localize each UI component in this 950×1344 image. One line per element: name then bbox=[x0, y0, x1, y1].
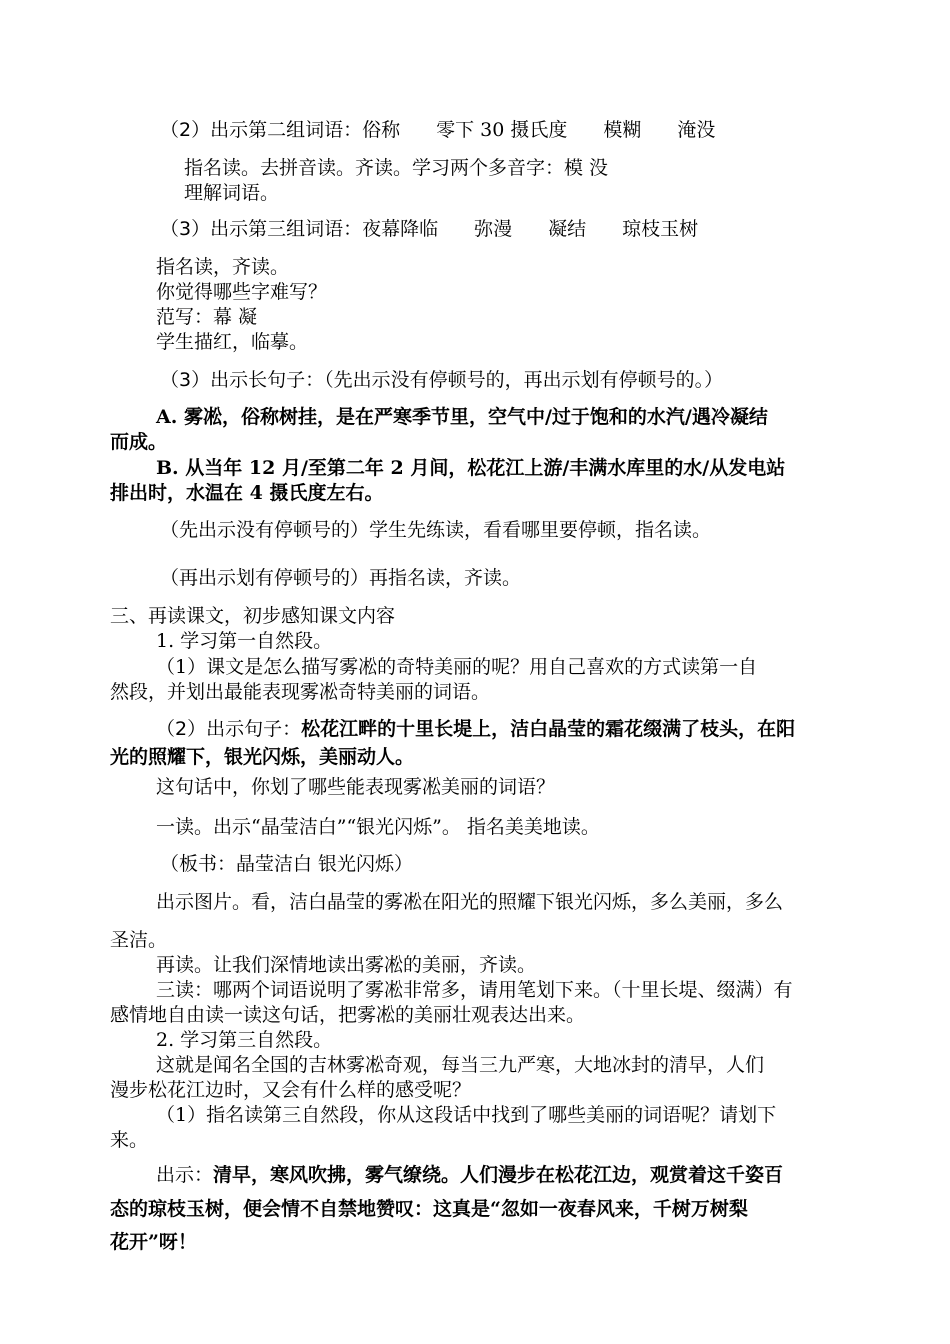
group3-heading bbox=[160, 217, 698, 241]
sentence-a: 而成。 bbox=[110, 431, 168, 453]
paragraph-step: 2. 学习第三自然段。 bbox=[156, 1029, 333, 1051]
first-read-step bbox=[160, 518, 711, 542]
picture-step-text: 圣洁。 bbox=[110, 929, 168, 951]
read-step-1-c: “晶莹洁白”“银光闪烁”。 指名美美地读。 bbox=[251, 816, 600, 838]
question: （1）指名读第三自然段，你从这段话中找到了哪些美丽的词语呢？请划下 bbox=[156, 1104, 777, 1126]
group3-word: 凝结 bbox=[548, 218, 587, 240]
long-sentence-note: （先出示没有停顿号的，再出示划有停顿号的。） bbox=[324, 369, 724, 391]
read-step-3: 感情地自由读一读这句话，把雾凇的美丽壮观表达出来。 bbox=[110, 1004, 586, 1026]
long-sentence-heading bbox=[160, 368, 723, 392]
group3-word: 夜幕降临 bbox=[362, 218, 439, 240]
group2-word: 模糊 bbox=[603, 119, 642, 141]
picture-step-text: 看，洁白晶莹的雾凇在阳光的照耀下银光闪烁，多么美丽，多么 bbox=[251, 891, 784, 913]
question: 来。 bbox=[110, 1129, 149, 1151]
section-heading: 三、再读课文，初步感知课文内容 bbox=[110, 605, 396, 627]
intro-text: 这就是闻名全国的吉林雾凇奇观，每当三九严寒，大地冰封的清早，人们 bbox=[156, 1054, 765, 1076]
group2-heading-label: （2）出示第二组词语： bbox=[160, 119, 363, 141]
show-step-text: 态的琼枝玉树，便会情不自禁地赞叹：这真是“忽如一夜春风来，千树万树梨 bbox=[110, 1198, 748, 1220]
second-read-step bbox=[160, 566, 521, 590]
group3-word: 琼枝玉树 bbox=[622, 218, 699, 240]
read-step-1-a: 一读。 bbox=[156, 816, 214, 838]
sentence-a: A. 雾凇，俗称树挂，是在严寒季节里，空气中/过于饱和的水汽/遇冷凝结 bbox=[156, 406, 768, 428]
picture-step-label: 出示图片。 bbox=[156, 891, 252, 913]
sentence-b: B. 从当年 12 月/至第二年 2 月间，松花江上游/丰满水库里的水/从发电站 bbox=[156, 457, 786, 479]
group3-line: 你觉得哪些字难写？ bbox=[156, 281, 328, 303]
first-read-label: （先出示没有停顿号的） bbox=[160, 519, 370, 541]
group2-word: 零下 30 摄氏度 bbox=[436, 119, 568, 141]
read-step-2: 再读。让我们深情地读出雾凇的美丽，齐读。 bbox=[156, 954, 537, 976]
show-step-text: 花开”呀！ bbox=[110, 1231, 197, 1253]
group3-line: 范写：幕 凝 bbox=[156, 306, 258, 328]
intro-text: 漫步松花江边时，又会有什么样的感受呢？ bbox=[110, 1079, 472, 1101]
group3-heading-label: （3）出示第三组词语： bbox=[160, 218, 363, 240]
picture-step bbox=[156, 890, 783, 914]
group3-line: 指名读，齐读。 bbox=[156, 256, 290, 278]
question: 然段，并划出最能表现雾凇奇特美丽的词语。 bbox=[110, 681, 491, 703]
group2-word: 俗称 bbox=[362, 119, 401, 141]
group2-instruction: 指名读。去拼音读。齐读。学习两个多音字：模 没 bbox=[184, 157, 609, 179]
group2-word: 淹没 bbox=[677, 119, 716, 141]
group2-instruction: 理解词语。 bbox=[184, 182, 280, 204]
second-read-label: （再出示划有停顿号的） bbox=[160, 567, 370, 589]
sentence-display-text: 光的照耀下，银光闪烁，美丽动人。 bbox=[110, 746, 415, 768]
sentence-display-label: （2）出示句子： bbox=[156, 718, 302, 740]
sentence-display-text: 松花江畔的十里长堤上，洁白晶莹的霜花缀满了枝头，在阳 bbox=[301, 718, 796, 740]
show-step-label: 出示： bbox=[156, 1164, 214, 1186]
question: 这句话中，你划了哪些能表现雾凇美丽的词语？ bbox=[156, 776, 556, 798]
question: （1）课文是怎么描写雾凇的奇特美丽的呢？用自己喜欢的方式读第一自 bbox=[156, 656, 758, 678]
show-step-text: 清早，寒风吹拂，雾气缭绕。人们漫步在松花江边，观赏着这千姿百 bbox=[213, 1164, 784, 1186]
group2-heading bbox=[160, 118, 715, 142]
second-read-text: 再指名读，齐读。 bbox=[369, 567, 522, 589]
board-note: （板书：晶莹洁白 银光闪烁） bbox=[160, 853, 414, 875]
group3-line: 学生描红，临摹。 bbox=[156, 331, 309, 353]
group3-word: 弥漫 bbox=[474, 218, 513, 240]
paragraph-step: 1. 学习第一自然段。 bbox=[156, 630, 333, 652]
first-read-text: 学生先练读，看看哪里要停顿，指名读。 bbox=[369, 519, 712, 541]
sentence-b: 排出时，水温在 4 摄氏度左右。 bbox=[110, 482, 384, 504]
long-sentence-label: （3）出示长句子： bbox=[160, 369, 325, 391]
read-step-1-b: 出示 bbox=[213, 816, 252, 838]
sentence-display bbox=[156, 717, 795, 741]
show-step bbox=[156, 1163, 783, 1187]
read-step-3: 三读：哪两个词语说明了雾凇非常多，请用笔划下来。（十里长堤、缀满）有 bbox=[156, 979, 793, 1001]
read-step-1 bbox=[156, 815, 600, 839]
